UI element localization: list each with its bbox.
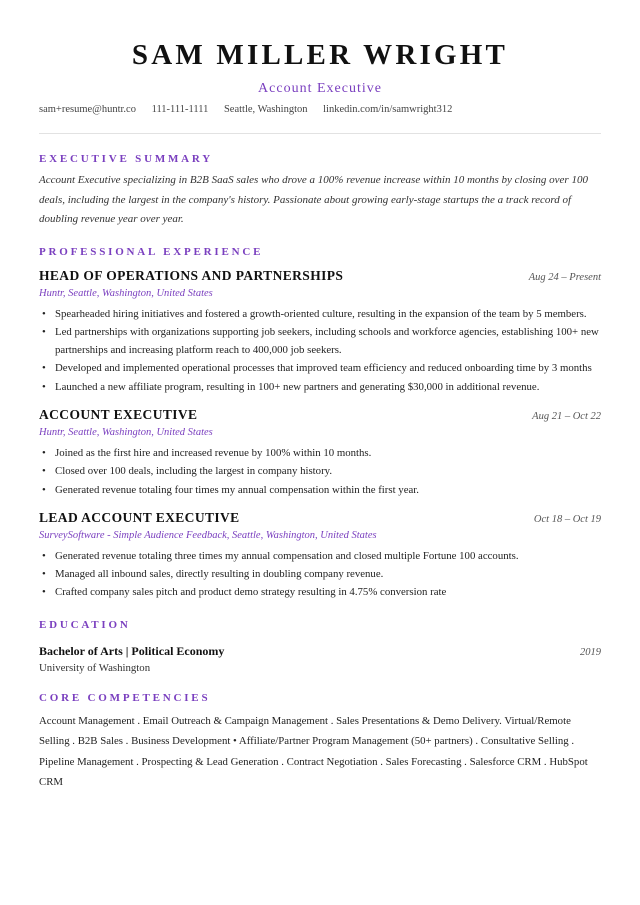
job-company: Huntr, Seattle, Washington, United States <box>39 287 213 299</box>
job-company: SurveySoftware - Simple Audience Feedback, Seattle, Washington, United States <box>39 529 377 541</box>
degree: Bachelor of Arts | Political Economy <box>39 643 225 658</box>
candidate-name: SAM MILLER WRIGHT <box>131 39 509 71</box>
bullet-item: • Closed over 100 deals, including the largest in company history. <box>55 462 601 480</box>
summary-section <box>39 152 601 230</box>
bullet-item: • Generated revenue totaling four times my annual compensation within the first year. <box>55 481 601 499</box>
job-entry <box>39 407 601 499</box>
bullet-item: • Managed all inbound sales, directly resulting in doubling company revenue. <box>55 565 601 583</box>
education-year: 2019 <box>580 646 601 658</box>
bullet-item: • Generated revenue totaling three times my annual compensation and closed multiple Fortune 100 accounts. <box>55 547 601 565</box>
job-bullets <box>39 444 601 499</box>
contact-linkedin[interactable]: linkedin.com/in/samwright312 <box>323 104 453 115</box>
job-role: LEAD ACCOUNT EXECUTIVE <box>39 509 240 525</box>
job-entry <box>39 510 601 602</box>
job-dates: Aug 21 – Oct 22 <box>532 410 601 422</box>
header-divider <box>39 133 601 134</box>
job-dates: Oct 18 – Oct 19 <box>533 513 601 525</box>
section-heading-summary: EXECUTIVE SUMMARY <box>39 153 214 165</box>
summary-text: Account Executive specializing in B2B SaaS sales who drove a 100% revenue increase within 10 months by closing over 100 deals, including the largest in the company's history. Passionate about growing early-stage startups the a track record of doubling revenue year over year. <box>39 174 588 225</box>
section-heading-education: EDUCATION <box>39 618 131 631</box>
candidate-title: Account Executive <box>258 81 382 96</box>
experience-section <box>39 245 601 602</box>
job-dates: Aug 24 – Present <box>528 271 601 283</box>
section-heading-experience: PROFESSIONAL EXPERIENCE <box>39 245 264 258</box>
job-role: ACCOUNT EXECUTIVE <box>39 406 198 422</box>
competencies-section <box>39 691 601 793</box>
job-entry <box>39 268 601 396</box>
school-name: University of Washington <box>39 661 151 674</box>
competencies-text: Account Management . Email Outreach & Campaign Management . Sales Presentations & Demo Delivery. Virtual/Remote Selling . B2B Sales . Business Development • Affiliate/Partner Program Management (50+ partners) . Consultative Selling . Pipeline Management . Prospecting & Lead Generation . Contract Negotiation . Sales Forecasting . Salesforce CRM . HubSpot CRM <box>39 714 588 789</box>
bullet-item: • Joined as the first hire and increased revenue by 100% within 10 months. <box>55 444 601 462</box>
contact-location: Seattle, Washington <box>223 104 308 115</box>
bullet-item: • Spearheaded hiring initiatives and fostered a growth-oriented culture, resulting in the expansion of the team by 5 members. <box>55 305 601 323</box>
bullet-item: • Crafted company sales pitch and product demo strategy resulting in 4.75% conversion rate <box>55 583 601 601</box>
bullet-item: • Launched a new affiliate program, resulting in 100+ new partners and generating $30,000 in additional revenue. <box>55 378 601 396</box>
contact-phone: 111-111-1111 <box>151 104 209 115</box>
job-company: Huntr, Seattle, Washington, United States <box>39 426 213 438</box>
job-bullets <box>39 547 601 602</box>
contact-email[interactable]: sam+resume@huntr.co <box>39 104 136 115</box>
section-heading-competencies: CORE COMPETENCIES <box>39 691 211 704</box>
contact-line <box>39 103 601 117</box>
education-section <box>39 618 601 675</box>
job-role: HEAD OF OPERATIONS AND PARTNERSHIPS <box>39 267 344 283</box>
job-bullets <box>39 305 601 396</box>
bullet-item: • Led partnerships with organizations supporting job seekers, including schools and workforce agencies, establishing 100+ new partnerships and increasing platform reach to 400,000 job seekers. <box>55 323 601 360</box>
bullet-item: • Developed and implemented operational processes that improved team efficiency and reduced onboarding time by 3 months <box>55 359 601 377</box>
